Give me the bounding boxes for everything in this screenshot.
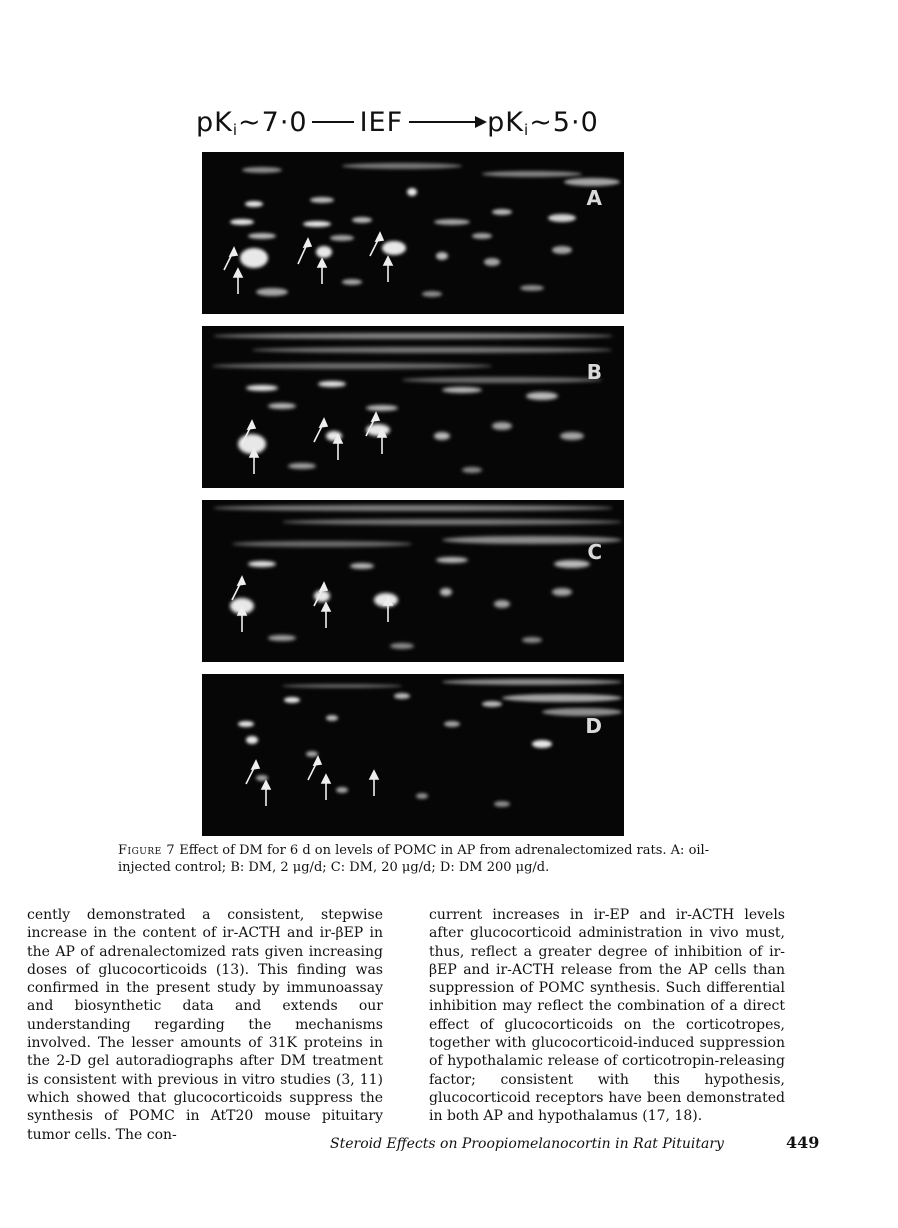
figure-caption-text: Effect of DM for 6 d on levels of POMC in AP from adrenalectomized rats. A: oil-injected control; B: DM, 2 μg/d; C: DM, 20 μg/d; D: DM 200 μg/d.	[118, 843, 710, 875]
header-ief: IEF	[359, 106, 404, 138]
gel-image-a	[202, 152, 624, 314]
gel-panel-c	[202, 500, 624, 662]
body-column-right	[429, 906, 785, 1126]
header-left-subscript: i	[232, 121, 239, 139]
panel-label-d: D	[585, 714, 602, 738]
header-right-subscript: i	[524, 121, 530, 139]
paragraph-left: cently demonstrated a consistent, stepwise increase in the content of ir-ACTH and ir-βEP in the AP of adrenalectomized rats given increasing doses of glucocorticoids (13). This finding was confirmed in the present study by immunoassay and biosynthetic data and extends our understanding regarding the mechanisms involved. The lesser amounts of 31K proteins in the 2-D gel autoradiographs after DM treatment is consistent with previous in vitro studies (3, 11) which showed that glucocorticoids suppress the synthesis of POMC in AtT20 mouse pituitary tumor cells. The con-	[27, 907, 383, 1143]
header-right-prefix: pK	[487, 106, 525, 138]
gel-image-b	[202, 326, 624, 488]
header-right-value: ~5·0	[529, 106, 599, 138]
figure-header	[196, 104, 636, 140]
gel-image-c	[202, 500, 624, 662]
header-left-value: ~7·0	[238, 106, 308, 138]
figure-number: Figure 7	[118, 843, 176, 858]
gel-panel-d	[202, 674, 624, 836]
gel-panel-a	[202, 152, 624, 314]
gel-image-d	[202, 674, 624, 836]
body-column-left	[27, 906, 383, 1144]
header-arrow-icon	[475, 116, 487, 128]
paragraph-right: current increases in ir-EP and ir-ACTH levels after glucocorticoid administration in vivo must, thus, reflect a greater degree of inhibition of ir-βEP and ir-ACTH release from the AP cells than suppression of POMC synthesis. Such differential inhibition may reflect the combination of a direct effect of glucocorticoids on the corticotropes, together with glucocorticoid-induced suppression of hypothalamic release of corticotropin-releasing factor; consistent with this hypothesis, glucocorticoid receptors have been demonstrated in both AP and hypothalamus (17, 18).	[429, 907, 785, 1125]
figure-caption	[118, 842, 728, 876]
header-line-right	[409, 121, 475, 123]
gel-panel-b	[202, 326, 624, 488]
page-number: 449	[786, 1133, 820, 1152]
panel-label-b: B	[586, 360, 602, 384]
header-line-left	[312, 121, 354, 123]
panel-label-c: C	[587, 540, 602, 564]
running-head: Steroid Effects on Proopiomelanocortin in Rat Pituitary	[330, 1136, 724, 1152]
header-left-prefix: pK	[196, 106, 233, 138]
panel-label-a: A	[586, 186, 602, 210]
